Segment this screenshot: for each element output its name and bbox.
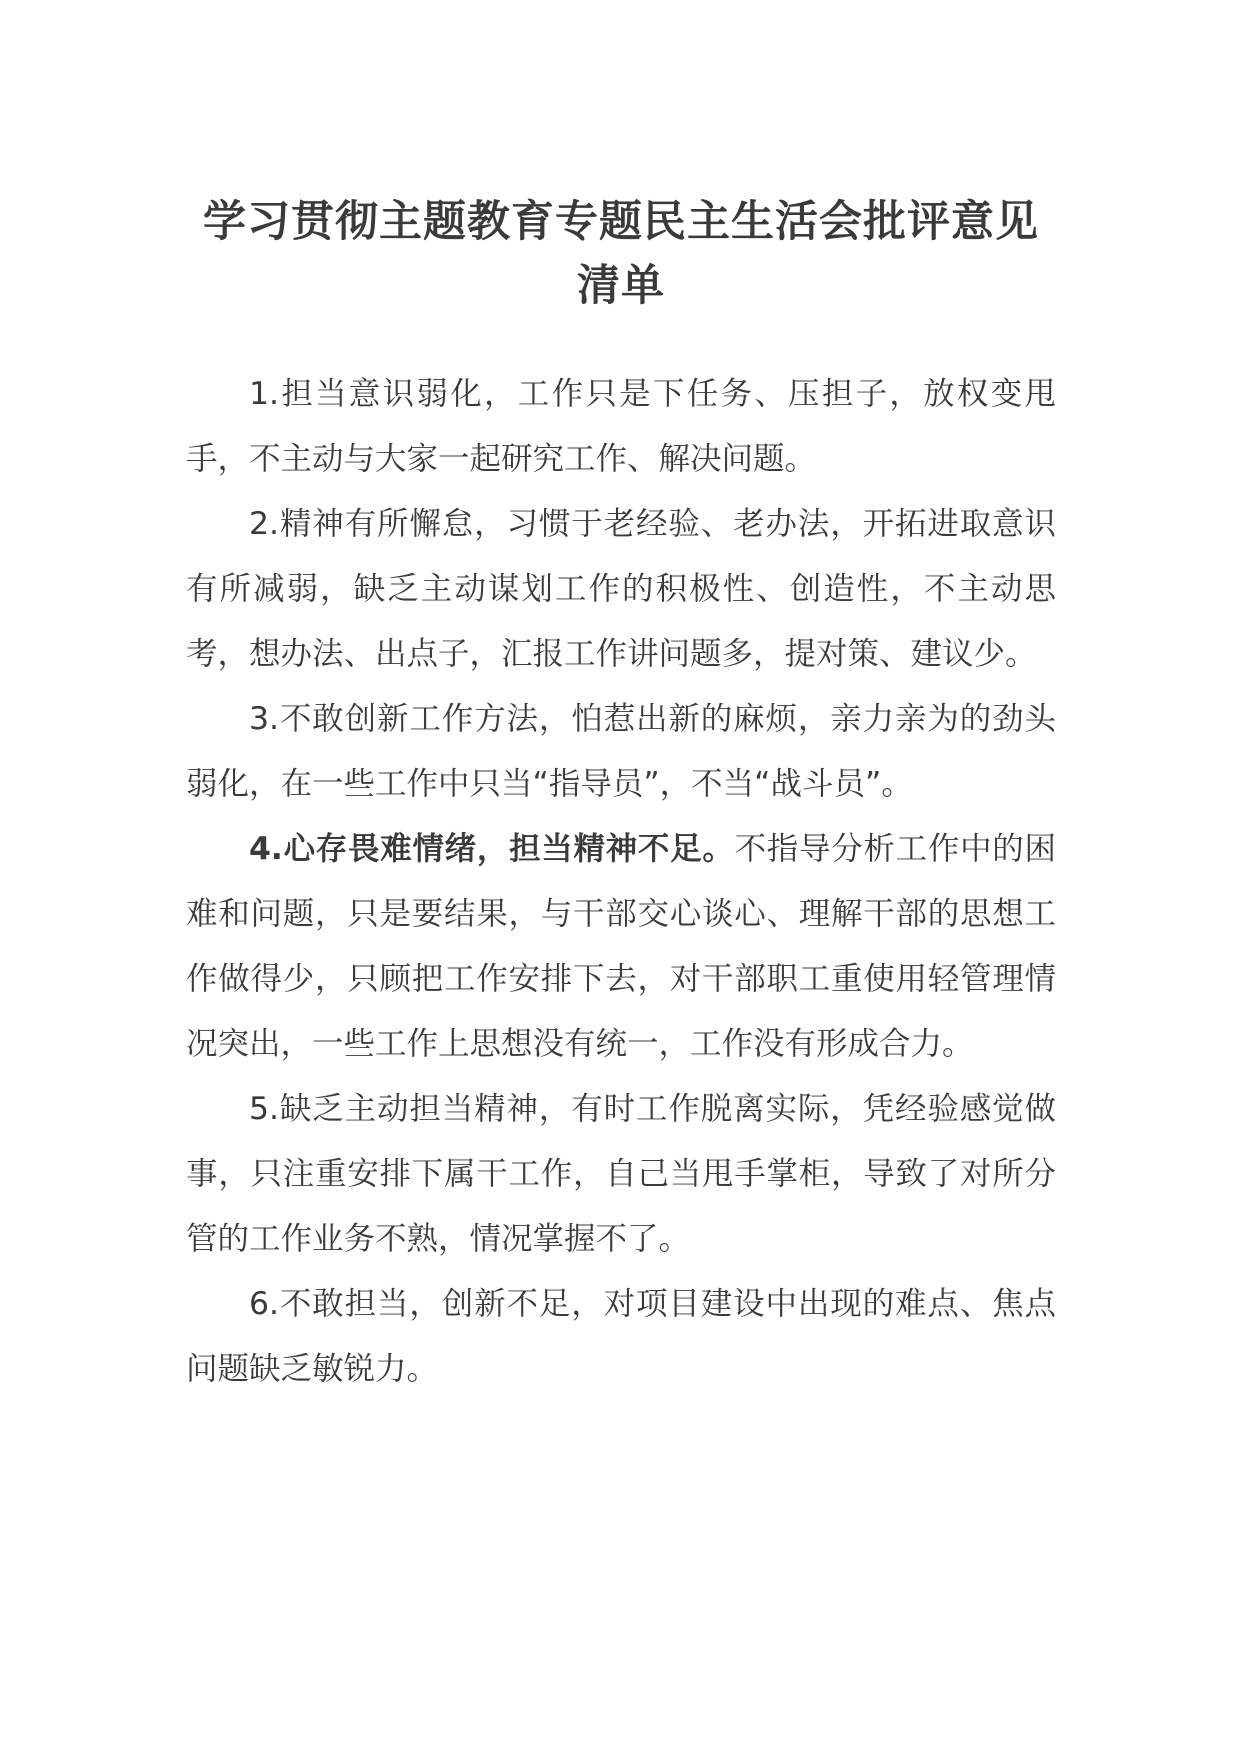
document-title <box>186 190 1056 318</box>
title-line-1: 学习贯彻主题教育专题民主生活会批评意见 <box>203 197 1039 247</box>
criticism-item-3 <box>186 687 1056 817</box>
criticism-item-4 <box>186 817 1056 1077</box>
criticism-item-5 <box>186 1077 1056 1272</box>
document-body <box>186 362 1056 1402</box>
item-bold-lead: 4.心存畏难情绪，担当精神不足。 <box>249 831 735 867</box>
criticism-item-2 <box>186 492 1056 687</box>
criticism-item-1 <box>186 362 1056 492</box>
item-text: 不指导分析工作中的困难和问题，只是要结果，与干部交心谈心、理解干部的思想工作做得少，只顾把工作安排下去，对干部职工重使用轻管理情况突出，一些工作上思想没有统一，工作没有形成合力。 <box>186 831 1056 1062</box>
item-text: 3.不敢创新工作方法，怕惹出新的麻烦，亲力亲为的劲头弱化，在一些工作中只当“指导员”，不当“战斗员”。 <box>186 701 1056 802</box>
item-text: 5.缺乏主动担当精神，有时工作脱离实际，凭经验感觉做事，只注重安排下属干工作，自己当甩手掌柜，导致了对所分管的工作业务不熟，情况掌握不了。 <box>186 1091 1056 1257</box>
item-text: 6.不敢担当，创新不足，对项目建设中出现的难点、焦点问题缺乏敏锐力。 <box>186 1286 1056 1387</box>
item-text: 1.担当意识弱化，工作只是下任务、压担子，放权变甩手，不主动与大家一起研究工作、解决问题。 <box>186 376 1056 477</box>
title-line-2: 清单 <box>577 261 665 311</box>
criticism-item-6 <box>186 1272 1056 1402</box>
item-text: 2.精神有所懈怠，习惯于老经验、老办法，开拓进取意识有所减弱，缺乏主动谋划工作的积极性、创造性，不主动思考，想办法、出点子，汇报工作讲问题多，提对策、建议少。 <box>186 506 1056 672</box>
document-page <box>186 190 1056 1402</box>
